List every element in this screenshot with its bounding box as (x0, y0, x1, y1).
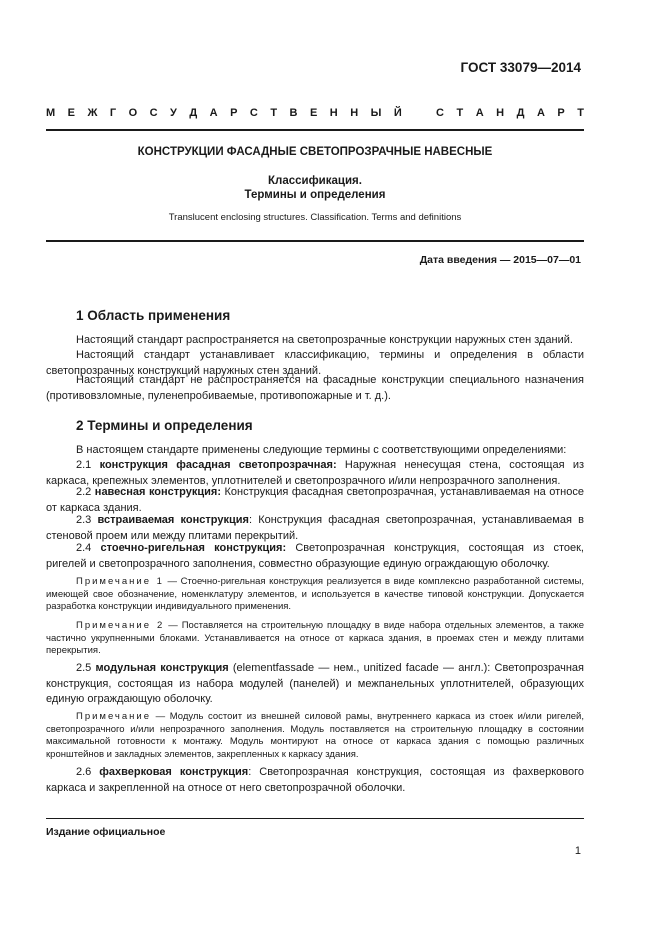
terms-intro: В настоящем стандарте применены следующие термины с соответствующими определениями: (76, 444, 567, 456)
term-name: конструкция фасадная светопрозрачная: (99, 459, 337, 471)
term-definition: Светопрозрачная конструкция, состоящая из стоек, ригелей и светопрозрачного заполнения, совместно образующие единую ограждающую оболочку. (46, 542, 584, 570)
letter: Е (309, 107, 318, 119)
english-title: Translucent enclosing structures. Classification. Terms and definitions (168, 212, 462, 223)
term-2-4 (46, 541, 584, 572)
term-2-5 (46, 661, 584, 708)
term-name: встраиваемая конструкция (97, 514, 249, 526)
term-definition: Конструкция фасадная светопрозрачная, устанавливаемая на относе от каркаса здания. (46, 486, 584, 514)
letter: Н (329, 107, 338, 119)
letter: А (536, 107, 545, 119)
term-number: 2.1 (76, 459, 92, 471)
letter: Т (456, 107, 464, 119)
term-definition: (elementfassade — нем., unitized facade — англ.): Светопрозрачная конструкция, состоящая из набора модулей (панелей) и межпанельных уплотнителей, образующих единую ограждающую оболочку. (46, 662, 584, 705)
term-definition: Наружная ненесущая стена, состоящая из каркаса, крепежных элементов, уплотнителей и светопрозрачного и/или непрозрачного заполнения. (46, 459, 585, 487)
term-name: навесная конструкция: (94, 486, 221, 498)
letter: Д (189, 107, 198, 119)
letter: Ж (87, 107, 98, 119)
letter: Г (109, 107, 117, 119)
standard-number: ГОСТ 33079—2014 (460, 60, 581, 75)
letter: Д (516, 107, 525, 119)
letter: Р (230, 107, 238, 119)
term-number: 2.3 (76, 514, 92, 526)
footer-divider (46, 818, 584, 819)
introduction-date: Дата введения — 2015—07—01 (419, 254, 581, 266)
term-2-6 (46, 765, 584, 796)
term-definition: : Светопрозрачная конструкция, состоящая из фахверкового каркаса и закрепленной на относе от него светопрозрачной оболочки. (46, 766, 584, 794)
note-text: — Стоечно-ригельная конструкция реализуется в виде комплексно разработанной системы, имеющей свое обозначение, номенклатуру элементов, и используется в качестве типовой конструкции. Допускается разработка конструкции индивидуального применения. (46, 576, 584, 612)
official-edition-label: Издание официальное (46, 826, 166, 838)
term-number: 2.4 (76, 542, 92, 554)
term-definition: : Конструкция фасадная светопрозрачная, устанавливаемая в стеновой проем или между плитами перекрытий. (46, 514, 584, 542)
letter: Н (350, 107, 359, 119)
term-name: стоечно-ригельная конструкция: (100, 542, 287, 554)
letter: Ы (370, 107, 382, 119)
scope-paragraph-3: Настоящий стандарт не распространяется на фасадные конструкции специального назначения (противовзломные, пуленепробиваемые, противопожарные и т. д.). (46, 374, 584, 402)
section-1-heading: 1 Область применения (76, 308, 231, 323)
note-text: — Поставляется на строительную площадку в виде набора отдельных элементов, а также частично укрупненными блоками. Устанавливается на относе от каркаса здания, в проемах стен и между плитами перекрытия. (46, 620, 584, 656)
letter: Й (393, 107, 402, 119)
interstate-word-1 (46, 107, 402, 119)
letter: У (170, 107, 177, 119)
term-number: 2.2 (76, 486, 92, 498)
note-label: Примечание (76, 711, 151, 722)
note-text: — Модуль состоит из внешней силовой рамы, внутреннего каркаса из стоек и/или ригелей, светопрозрачного и/или непрозрачного заполнения. Модуль поставляется на строительную площадку в состоянии максимальной готовности к монтажу. Модуль монтируют на относе от каркаса здания с помощью различных кронштейнов и закладных элементов, закрепленных к каркасу здания. (46, 711, 584, 760)
document-subtitle-2: Термины и определения (244, 189, 386, 201)
note-1 (46, 576, 584, 614)
term-name: модульная конструкция (95, 662, 229, 674)
letter: С (436, 107, 444, 119)
letter: С (149, 107, 158, 119)
interstate-standard-heading (46, 107, 584, 119)
document-subtitle-1: Классификация. (268, 175, 362, 187)
term-2-3 (46, 513, 584, 544)
note-2 (46, 620, 584, 658)
scope-paragraph-1: Настоящий стандарт распространяется на светопрозрачные конструкции наружных стен зданий. (76, 334, 573, 346)
letter: Т (270, 107, 278, 119)
term-number: 2.6 (76, 766, 92, 778)
letter: М (46, 107, 56, 119)
letter: Н (496, 107, 505, 119)
letter: В (289, 107, 298, 119)
letter: Р (557, 107, 565, 119)
note-label: Примечание 2 (76, 620, 165, 631)
term-2-2 (46, 485, 584, 516)
term-number: 2.5 (76, 662, 92, 674)
section-2-heading: 2 Термины и определения (76, 418, 253, 433)
document-title: КОНСТРУКЦИИ ФАСАДНЫЕ СВЕТОПРОЗРАЧНЫЕ НАВЕСНЫЕ (137, 146, 493, 158)
note-label: Примечание 1 (76, 576, 164, 587)
letter: Е (67, 107, 75, 119)
scope-paragraph-2: Настоящий стандарт устанавливает классификацию, термины и определения в области светопрозрачных конструкций наружных стен зданий. (46, 349, 584, 377)
letter: Т (577, 107, 584, 119)
title-divider (46, 240, 584, 242)
letter: А (475, 107, 484, 119)
interstate-word-2 (436, 107, 584, 119)
term-name: фахверковая конструкция (99, 766, 249, 778)
page-number: 1 (574, 845, 581, 857)
letter: О (128, 107, 138, 119)
top-divider (46, 129, 584, 131)
letter: А (209, 107, 218, 119)
letter: С (249, 107, 258, 119)
note-3 (46, 711, 584, 761)
